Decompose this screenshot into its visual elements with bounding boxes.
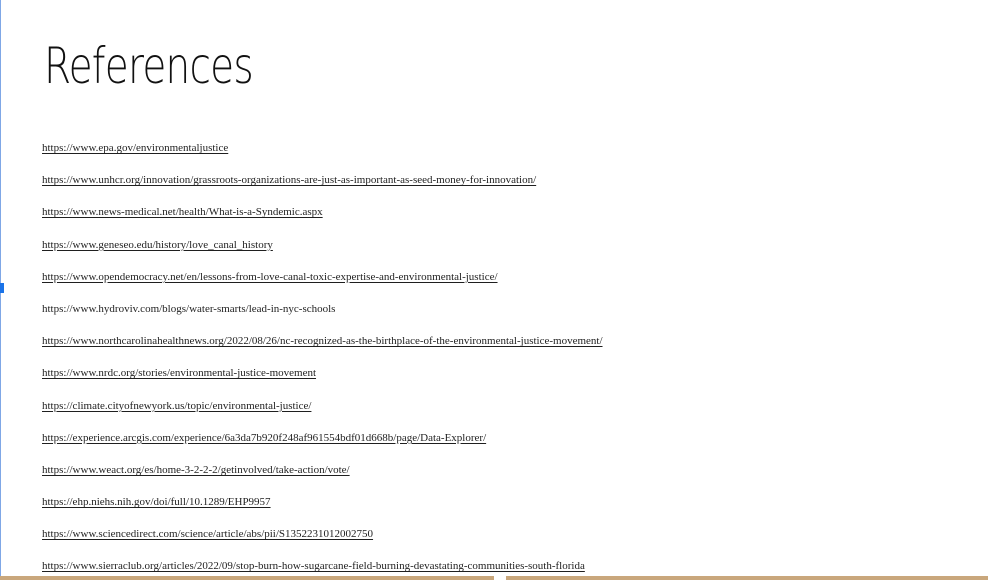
list-item: [42, 428, 603, 460]
reference-link[interactable]: https://www.epa.gov/environmentaljustice: [42, 142, 229, 154]
list-item: [42, 235, 603, 267]
reference-link[interactable]: https://www.opendemocracy.net/en/lessons-from-love-canal-toxic-expertise-and-environmental-justice/: [42, 270, 498, 283]
border-gap: [494, 576, 506, 580]
reference-link[interactable]: https://ehp.niehs.nih.gov/doi/full/10.1289/EHP9957: [42, 496, 271, 509]
reference-link[interactable]: https://www.news-medical.net/health/What-is-a-Syndemic.aspx: [42, 206, 323, 219]
list-item: [42, 299, 603, 331]
list-item: [42, 138, 603, 170]
reference-link[interactable]: https://www.unhcr.org/innovation/grassroots-organizations-are-just-as-important-as-seed-money-for-innovation/: [42, 174, 537, 187]
list-item: [42, 396, 603, 428]
reference-link[interactable]: https://www.nrdc.org/stories/environmental-justice-movement: [42, 367, 317, 380]
reference-link[interactable]: https://www.northcarolinahealthnews.org/2022/08/26/nc-recognized-as-the-birthplace-of-the-environmental-justice-movement/: [42, 335, 603, 348]
slide-bottom-border: [0, 576, 988, 580]
reference-link[interactable]: https://www.geneseo.edu/history/love_canal_history: [42, 238, 273, 251]
reference-link[interactable]: https://www.weact.org/es/home-3-2-2-2/getinvolved/take-action/vote/: [42, 463, 350, 476]
list-item: [42, 363, 603, 395]
reference-link[interactable]: https://www.sierraclub.org/articles/2022/09/stop-burn-how-sugarcane-field-burning-devastating-communities-south-florida: [42, 560, 585, 573]
list-item: [42, 170, 603, 202]
list-item: [42, 492, 603, 524]
list-item: [42, 524, 603, 556]
reference-link[interactable]: https://www.sciencedirect.com/science/article/abs/pii/S1352231012002750: [42, 528, 374, 541]
list-item: [42, 202, 603, 234]
reference-link[interactable]: https://climate.cityofnewyork.us/topic/environmental-justice/: [42, 399, 312, 412]
reference-text: https://www.hydroviv.com/blogs/water-smarts/lead-in-nyc-schools: [42, 302, 336, 315]
page-title: References: [44, 37, 253, 95]
list-item: [42, 331, 603, 363]
list-item: [42, 460, 603, 492]
reference-list: [42, 138, 603, 580]
list-item: [42, 267, 603, 299]
selection-handle[interactable]: [0, 283, 4, 293]
reference-link[interactable]: https://experience.arcgis.com/experience/6a3da7b920f248af961554bdf01d668b/page/Data-Explorer/: [42, 431, 487, 444]
